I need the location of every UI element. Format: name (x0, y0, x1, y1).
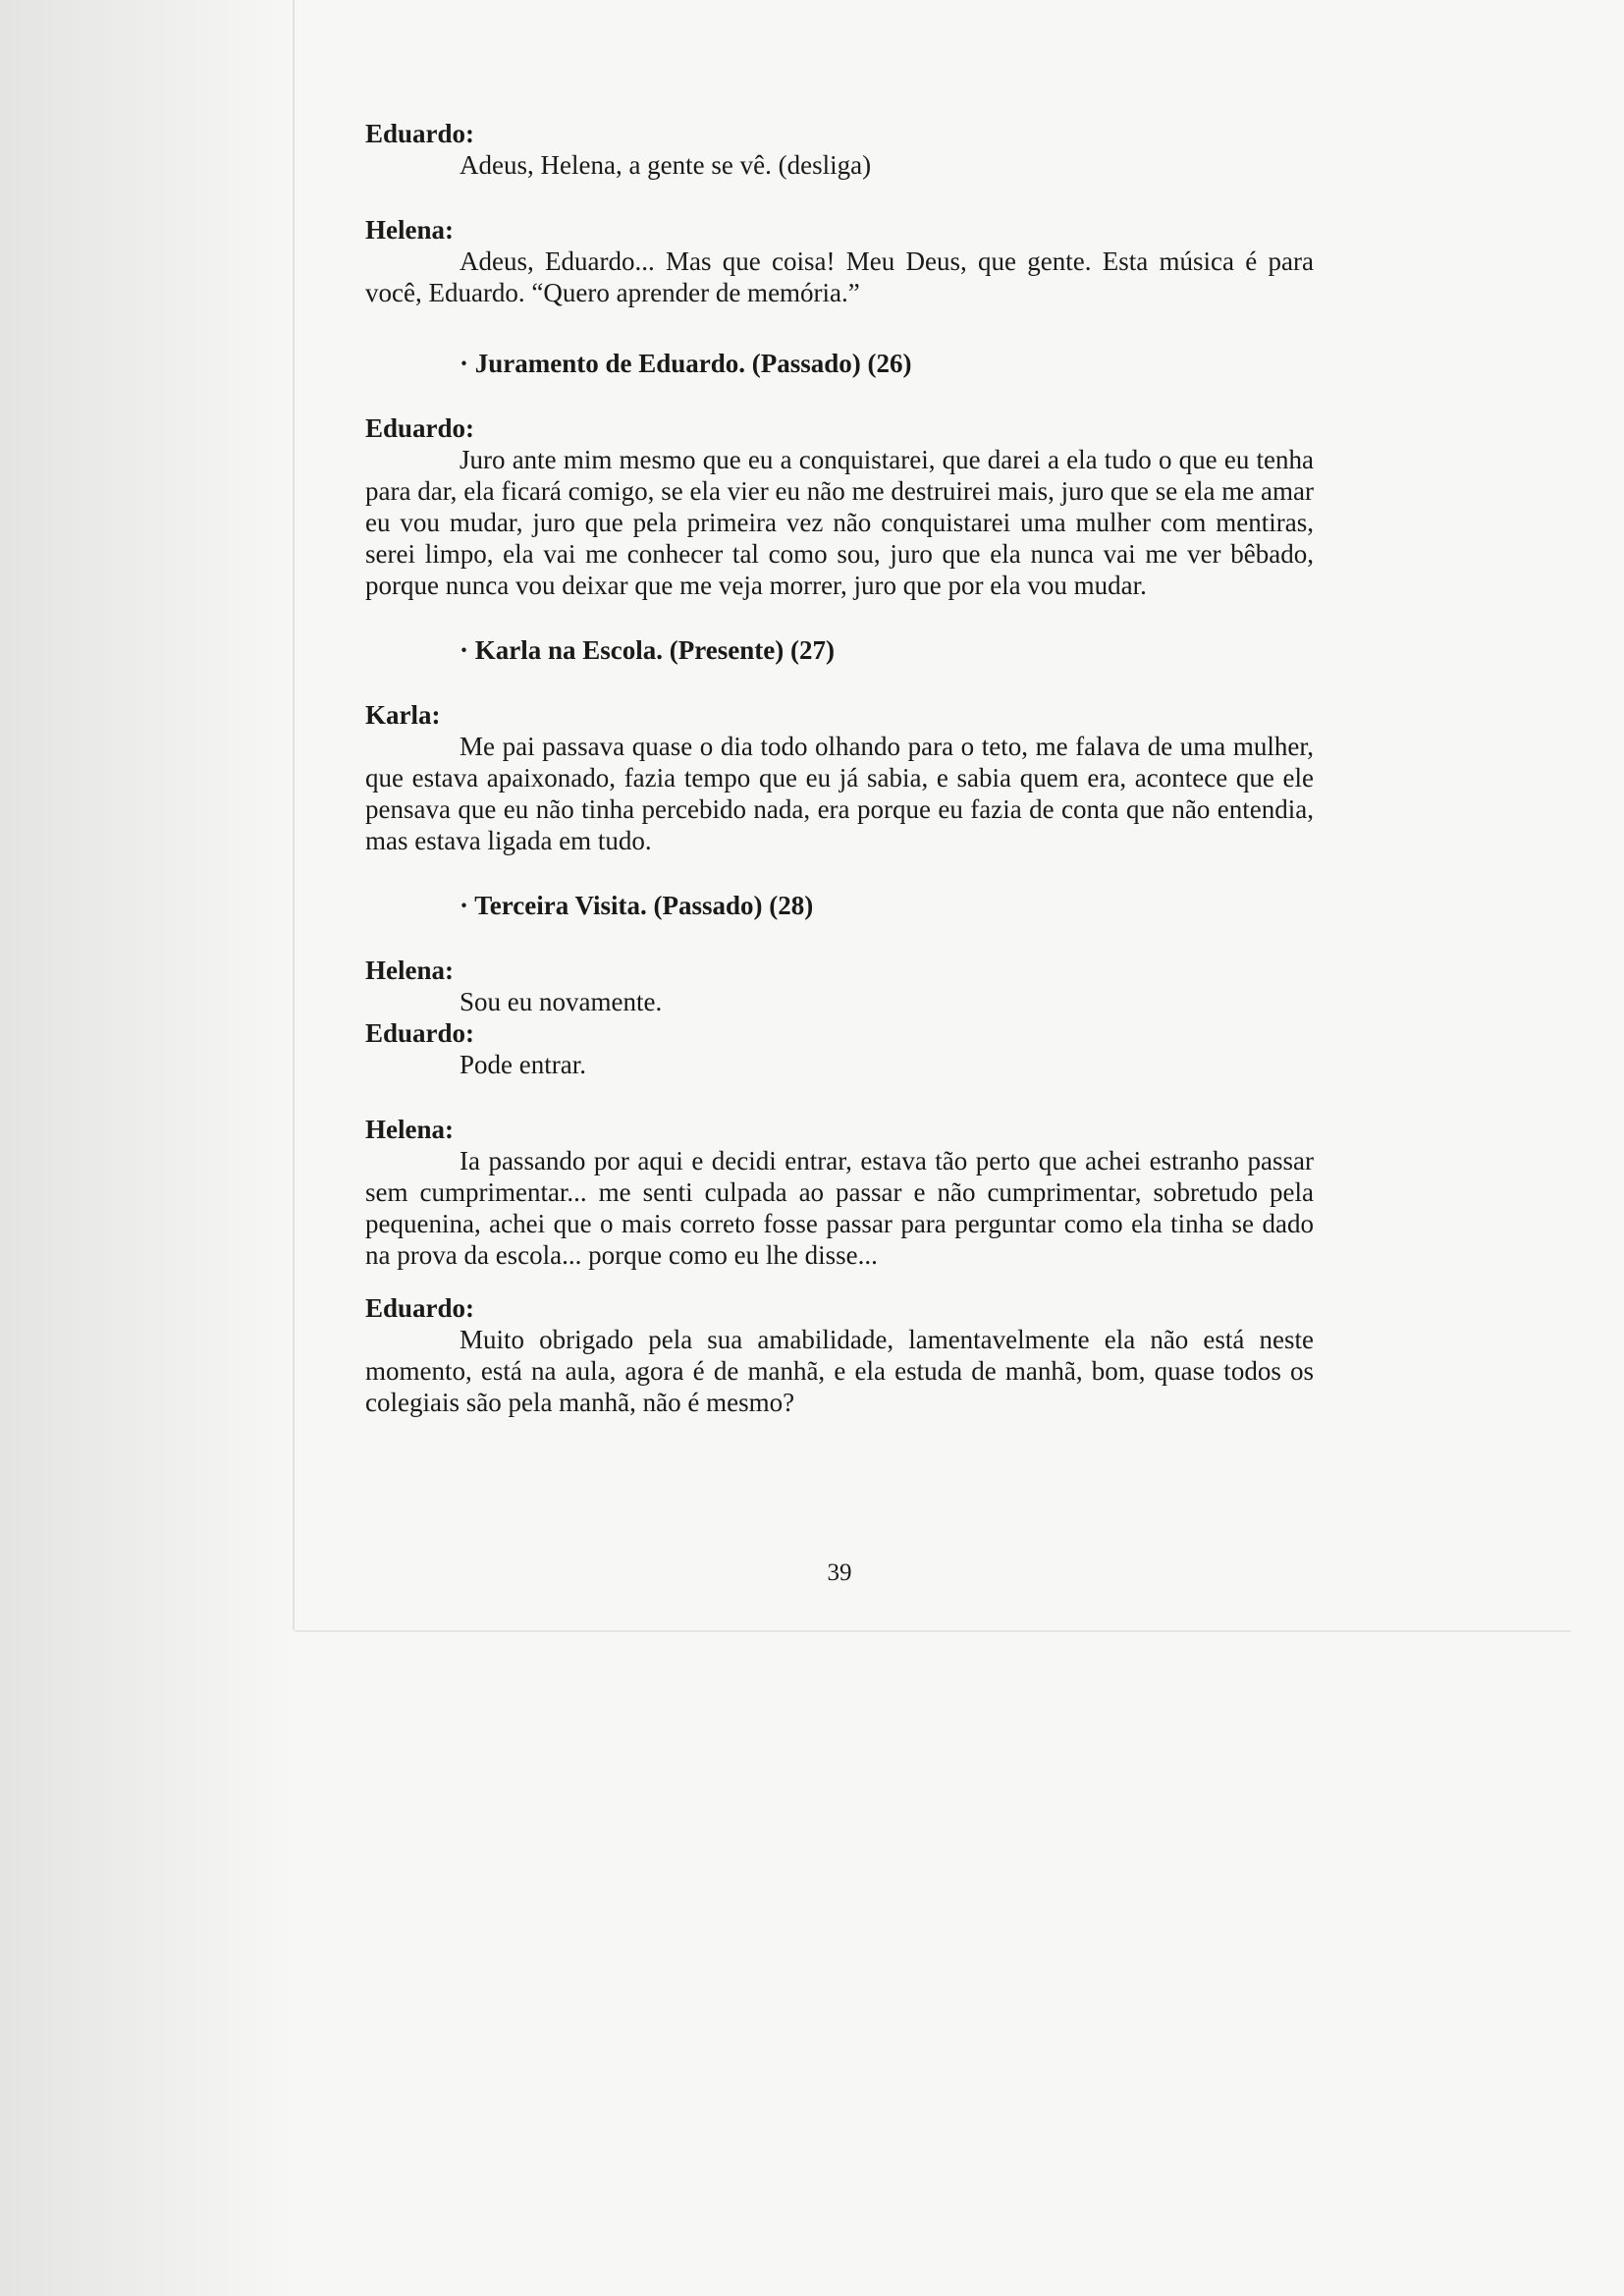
page-edge-line (295, 1630, 1571, 1632)
spacer (365, 308, 1314, 348)
spacer (365, 666, 1314, 699)
speaker-name: Eduardo: (365, 1293, 475, 1323)
speaker-name: Helena: (365, 956, 454, 985)
dialogue-paragraph: Adeus, Eduardo... Mas que coisa! Meu Deus, que gente. Esta música é para você, Eduardo. “Quero aprender de memória.” (365, 246, 1314, 307)
dialogue-paragraph: Me pai passava quase o dia todo olhando para o teto, me falava de uma mulher, que estava apaixonado, fazia tempo que eu já sabia, e sabia quem era, acontece que ele pensava que eu não tinha percebido nada, era porque eu fazia de conta que não entendia, mas estava ligada em tudo. (365, 732, 1314, 855)
spacer (365, 1080, 1314, 1114)
spacer (365, 921, 1314, 955)
dialogue-paragraph: Ia passando por aqui e decidi entrar, estava tão perto que achei estranho passar sem cumprimentar... me senti culpada ao passar e não cumprimentar, sobretudo pela pequenina, achei que o mais correto fosse passar para perguntar como ela tinha se dado na prova da escola... porque como eu lhe disse... (365, 1146, 1314, 1270)
speaker-name: Eduardo: (365, 413, 475, 443)
spacer (365, 856, 1314, 890)
page-fold-line (293, 0, 295, 1630)
scene-heading: · Terceira Visita. (Passado) (28) (460, 891, 814, 920)
dialogue-line: Sou eu novamente. (460, 987, 663, 1016)
scan-shadow (0, 0, 295, 2296)
scene-heading: · Karla na Escola. (Presente) (27) (460, 635, 835, 665)
page-number: 39 (827, 1559, 852, 1586)
spacer (365, 181, 1314, 214)
speaker-name: Helena: (365, 1115, 454, 1144)
speaker-name: Eduardo: (365, 119, 475, 148)
spacer (365, 601, 1314, 634)
spacer (365, 1271, 1314, 1292)
dialogue-line: Adeus, Helena, a gente se vê. (desliga) (460, 150, 872, 180)
speaker-name: Karla: (365, 700, 441, 730)
scene-heading: · Juramento de Eduardo. (Passado) (26) (460, 349, 912, 378)
script-page (365, 118, 1314, 1586)
speaker-name: Helena: (365, 215, 454, 245)
speaker-name: Eduardo: (365, 1018, 475, 1048)
spacer (365, 379, 1314, 412)
dialogue-line: Pode entrar. (460, 1050, 586, 1079)
dialogue-paragraph: Juro ante mim mesmo que eu a conquistarei, que darei a ela tudo o que eu tenha para dar, ela ficará comigo, se ela vier eu não me destruirei mais, juro que se ela me amar eu vou mudar, juro que pela primeira vez não conquistarei uma mulher com mentiras, serei limpo, ela vai me conhecer tal como sou, juro que ela nunca vai me ver bêbado, porque nunca vou deixar que me veja morrer, juro que por ela vou mudar. (365, 445, 1314, 600)
dialogue-paragraph: Muito obrigado pela sua amabilidade, lamentavelmente ela não está neste momento, está na aula, agora é de manhã, e ela estuda de manhã, bom, quase todos os colegiais são pela manhã, não é mesmo? (365, 1325, 1314, 1417)
